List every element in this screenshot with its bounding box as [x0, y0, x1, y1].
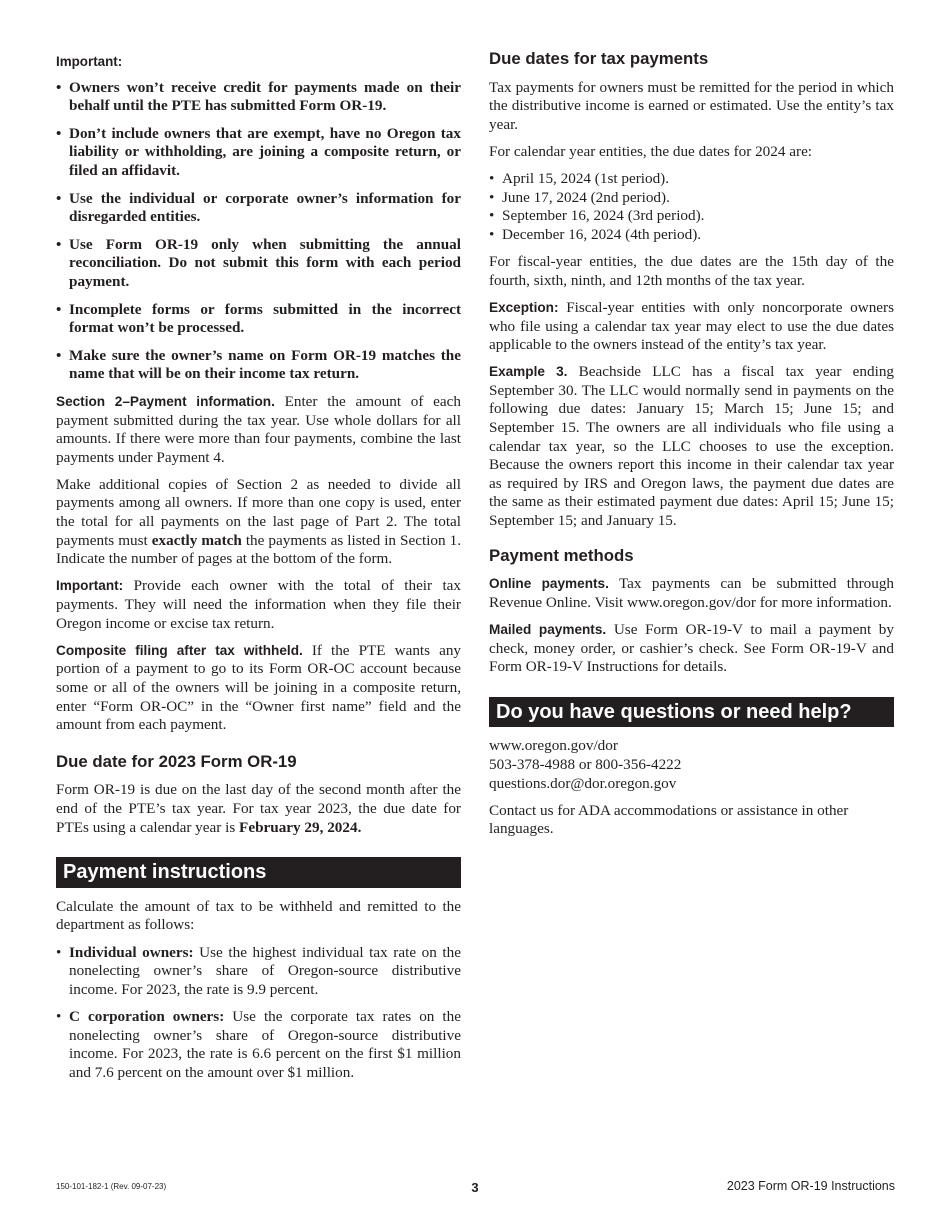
exception-text: Fiscal-year entities with only noncorporate owners who file using a calendar tax year may elect to use the due dates applicable to the owners instead of the entity’s tax year. [489, 298, 894, 354]
individual-owners-item [56, 944, 461, 1000]
section2-text: Enter the amount of each payment submitted during the tax year. Use whole dollars for all amounts. If there were more than four payments, combine the last payments under Payment 4. [56, 392, 461, 466]
corporation-owners-text: Use the corporate tax rates on the nonelecting owner’s share of Oregon-source distributive income. For 2023, the rate is 6.6 percent on the first $1 million and 7.6 percent on the amount over $1 million. [69, 1007, 461, 1081]
contact-block [489, 737, 894, 793]
exception-paragraph [489, 299, 894, 355]
due-date-item: • April 15, 2024 (1st period). [489, 170, 894, 189]
example-text: Beachside LLC has a fiscal tax year ending September 30. The LLC would normally send in payments on the following due dates: January 15; March 15; June 15; and September 15. The owners are all individuals who file using a calendar tax year, so the LLC chooses to use the exception. Because the owners report this income in their calendar tax year as required by IRS and Oregon laws, the payment due dates are the same as their estimated payment due dates: April 15; June 15; September 15; and January 15. [489, 363, 895, 530]
form-number: 150-101-182-1 (Rev. 09-07-23) [56, 1182, 167, 1191]
important-item: • Use the individual or corporate owner’s information for disregarded entities. [56, 190, 461, 227]
due-2023-paragraph [56, 781, 461, 837]
composite-text: If the PTE wants any portion of a payment to go to its Form OR-OC account because some or all of the owners will be joining in a composite return, enter “Form OR-OC” in the “Owner first name” field and the amount from each payment. [56, 641, 462, 734]
important-item: • Incomplete forms or forms submitted in the incorrect format won’t be processed. [56, 301, 461, 338]
important-list [56, 79, 461, 384]
example-lead: Example 3. [489, 364, 568, 380]
help-banner: Do you have questions or need help? [489, 697, 894, 728]
email-link[interactable]: questions.dor@dor.oregon.gov [489, 774, 677, 792]
due-dates-p1: Tax payments for owners must be remitted for the period in which the distributive income is earned or estimated. Use the entity’s tax year. [489, 78, 894, 133]
copies-text-end: the payments as listed in Section 1. Indicate the number of pages at the bottom of the form. [56, 531, 462, 568]
copies-paragraph [56, 476, 461, 569]
important2-lead: Important: [56, 578, 124, 594]
individual-owners-lead: Individual owners: [69, 943, 194, 961]
important2-paragraph [56, 577, 461, 633]
important-label: Important: [56, 54, 123, 69]
composite-lead: Composite filing after tax withheld. [56, 642, 303, 658]
important2-text: Provide each owner with the total of their tax payments. They will need the information when they file their Oregon income or excise tax return. [56, 577, 461, 632]
mailed-payments-paragraph [489, 621, 894, 677]
phone-numbers: 503-378-4988 or 800-356-4222 [489, 755, 682, 773]
example-paragraph [489, 363, 894, 530]
composite-paragraph [56, 642, 461, 735]
footer-title: 2023 Form OR-19 Instructions [726, 1179, 895, 1193]
exactly-match-text: exactly match [151, 531, 242, 549]
due-dates-p2: For calendar year entities, the due dates for 2024 are: [489, 142, 813, 160]
individual-owners-text: Use the highest individual tax rate on the nonelecting owner’s share of Oregon-source distributive income. For 2023, the rate is 9.9 percent. [69, 943, 461, 998]
due-2023-heading: Due date for 2023 Form OR-19 [56, 751, 297, 771]
online-payments-lead: Online payments. [489, 576, 609, 592]
due-2023-date: February 29, 2024. [239, 818, 362, 836]
page-number: 3 [471, 1180, 479, 1195]
important-item: • Owners won’t receive credit for payments made on their behalf until the PTE has submitted Form OR-19. [56, 79, 461, 116]
online-payments-text: Tax payments can be submitted through Revenue Online. Visit www.oregon.gov/dor for more information. [489, 575, 895, 611]
left-column [56, 50, 461, 1091]
due-dates-heading: Due dates for tax payments [489, 49, 709, 68]
payment-intro: Calculate the amount of tax to be withheld and remitted to the department as follows: [56, 897, 461, 934]
exception-lead: Exception: [489, 299, 559, 315]
payment-instructions-banner: Payment instructions [56, 857, 461, 888]
mailed-payments-lead: Mailed payments. [489, 622, 607, 637]
section2-lead: Section 2–Payment information. [56, 393, 275, 409]
right-column [489, 50, 894, 848]
corporation-owners-lead: C corporation owners: [69, 1007, 225, 1025]
due-date-item: • June 17, 2024 (2nd period). [489, 189, 894, 208]
important-item: • Don’t include owners that are exempt, have no Oregon tax liability or withholding, are joining a composite return, or filed an affidavit. [56, 125, 461, 181]
copies-text: Make additional copies of Section 2 as needed to divide all payments among all owners. If more than one copy is used, enter the total for all payments on the last page of Part 2. The total payments must [56, 475, 461, 549]
important-item: • Use Form OR-19 only when submitting the annual reconciliation. Do not submit this form with each period payment. [56, 236, 461, 292]
ada-text: Contact us for ADA accommodations or assistance in other languages. [489, 801, 849, 838]
online-payments-paragraph [489, 575, 894, 612]
due-date-item: • December 16, 2024 (4th period). [489, 226, 894, 245]
payment-owner-list [56, 944, 461, 1083]
payment-methods-heading: Payment methods [489, 545, 634, 565]
website-link[interactable]: www.oregon.gov/dor [489, 737, 618, 755]
mailed-payments-text: Use Form OR-19-V to mail a payment by check, money order, or cashier’s check. See Form OR-19-V and Form OR-19-V Instructions for details. [489, 621, 894, 676]
corporation-owners-item [56, 1008, 461, 1082]
important-item: • Make sure the owner’s name on Form OR-19 matches the name that will be on their income tax return. [56, 347, 461, 384]
due-date-item: • September 16, 2024 (3rd period). [489, 207, 894, 226]
due-dates-p3: For fiscal-year entities, the due dates are the 15th day of the fourth, sixth, ninth, and 12th months of the tax year. [489, 253, 894, 289]
section2-paragraph [56, 393, 461, 467]
due-dates-list [489, 170, 894, 244]
due-2023-text: Form OR-19 is due on the last day of the second month after the end of the PTE’s tax year. For tax year 2023, the due date for PTEs using a calendar year is [56, 781, 461, 836]
